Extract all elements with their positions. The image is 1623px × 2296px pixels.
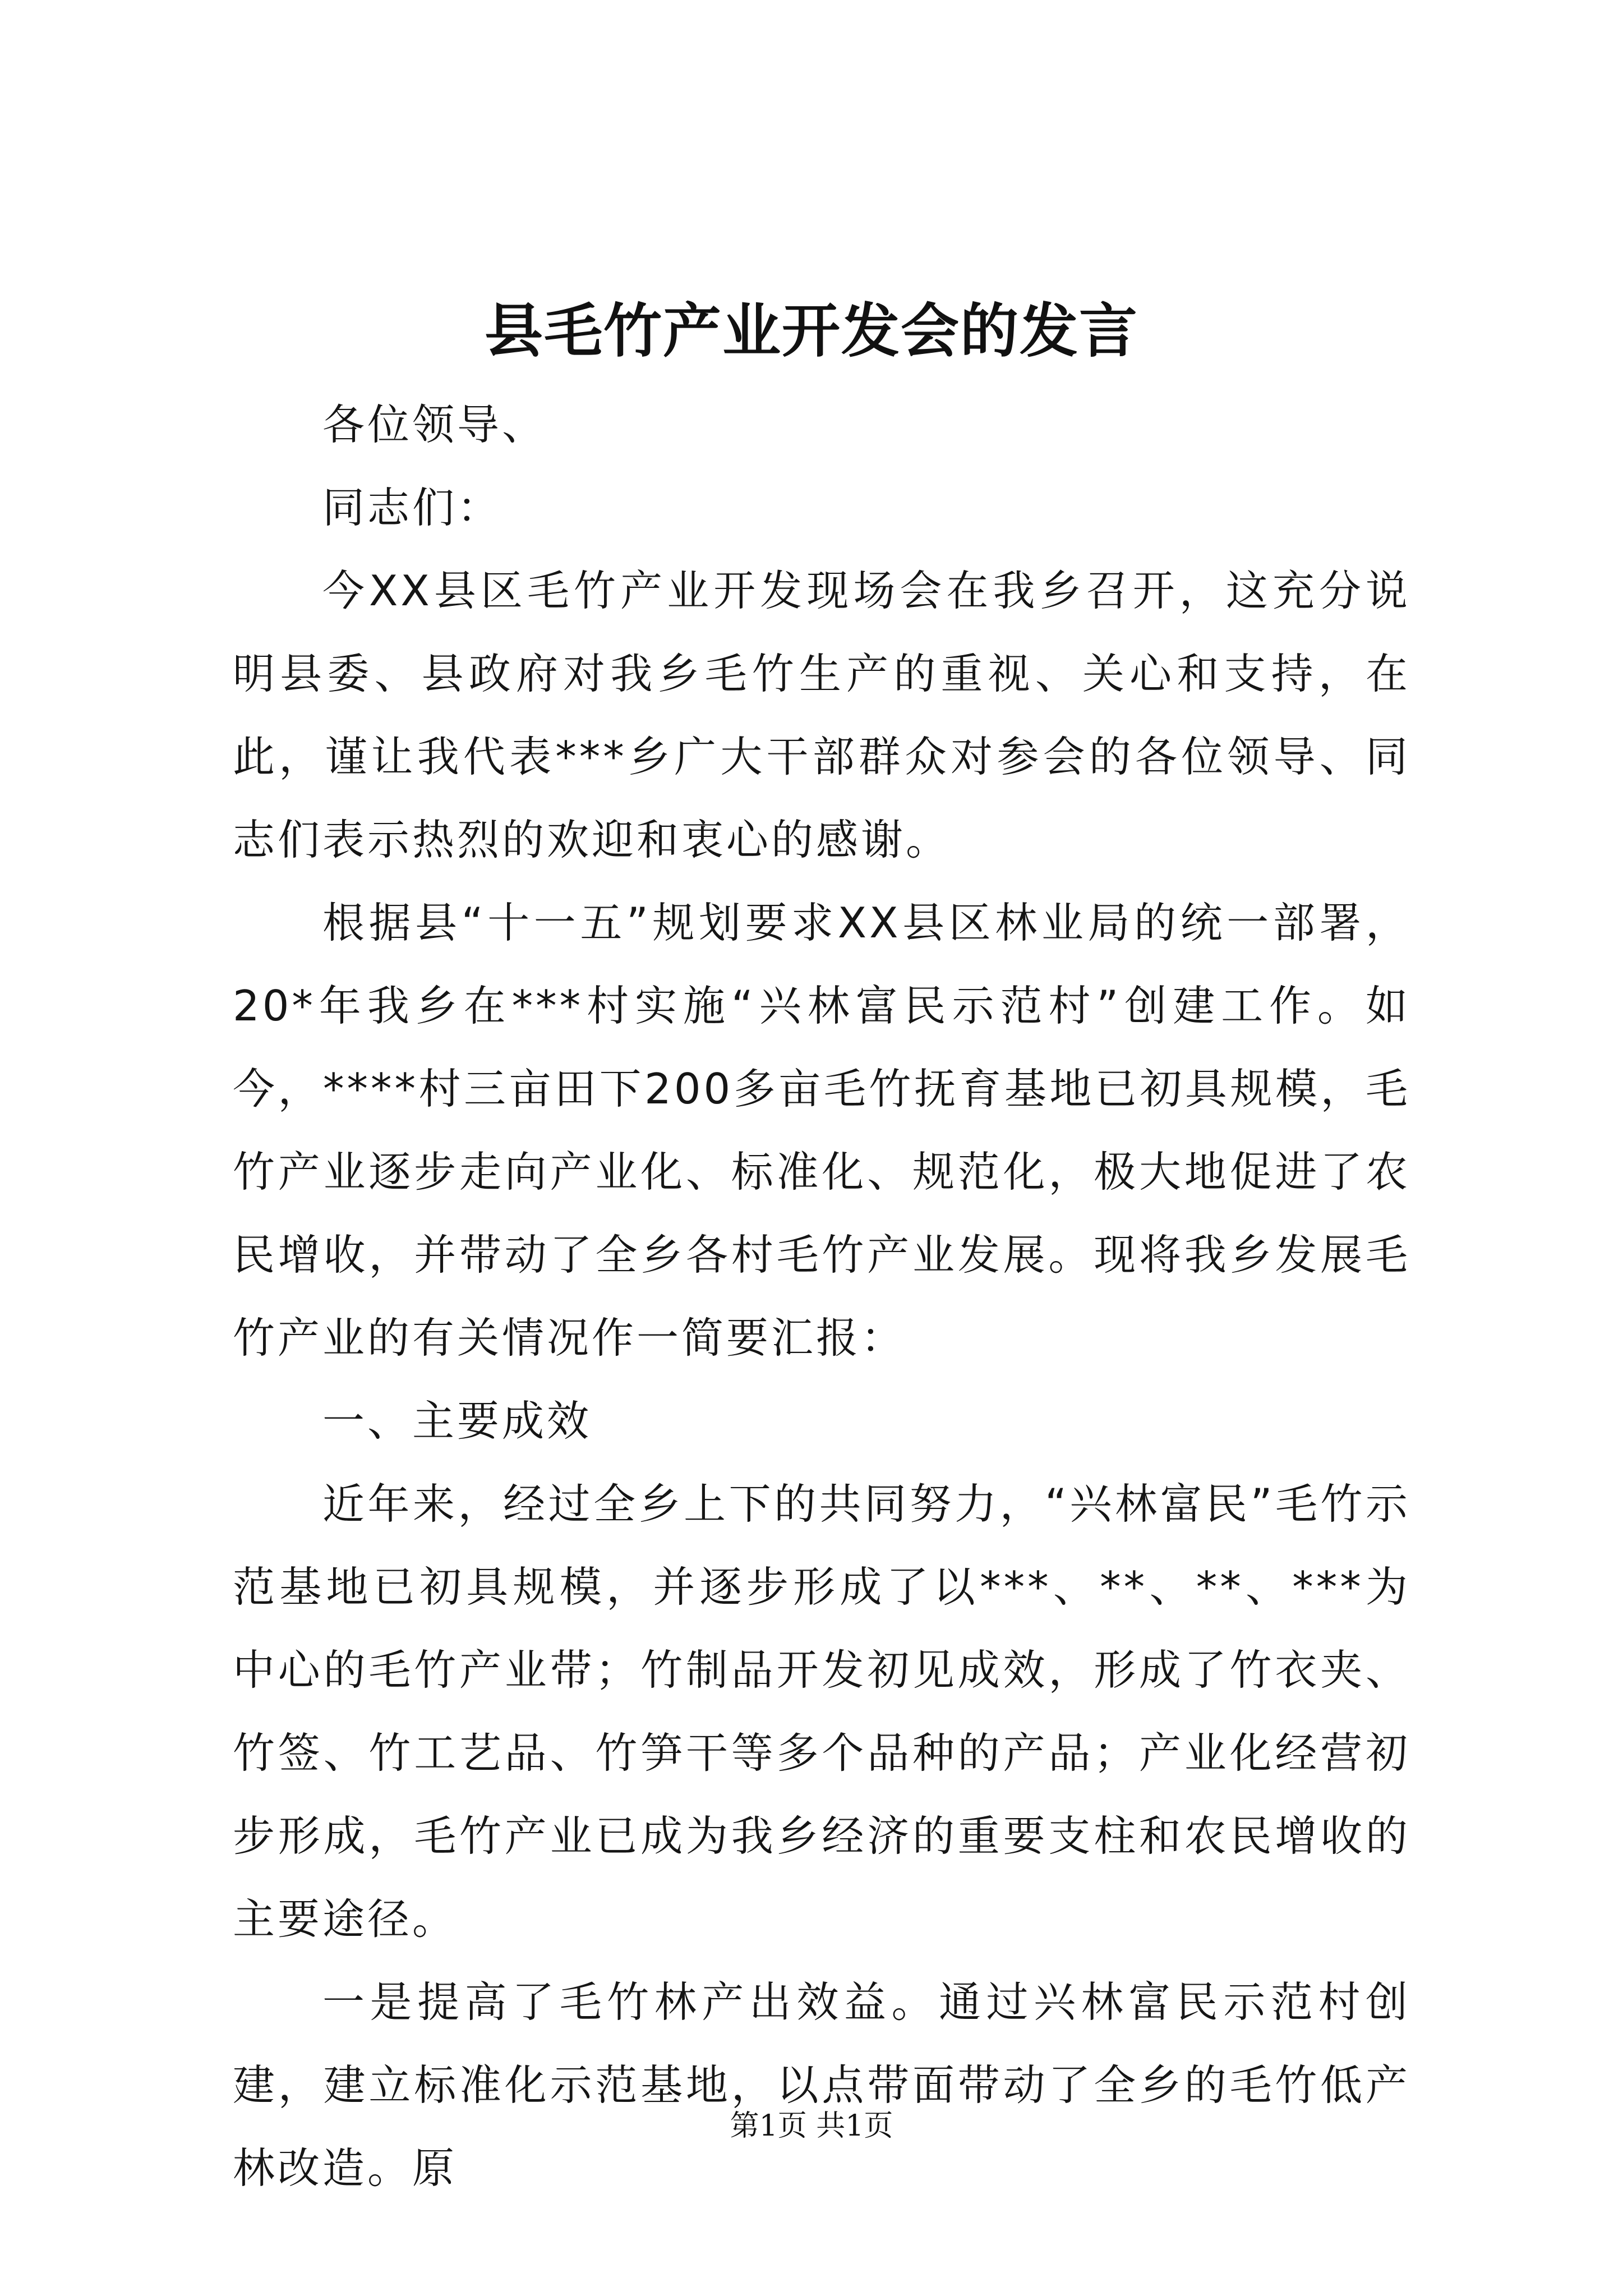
paragraph-welcome: 今XX县区毛竹产业开发现场会在我乡召开，这充分说明县委、县政府对我乡毛竹生产的重视、关心和支持，在此，谨让我代表***乡广大干部群众对参会的各位领导、同志们表示热烈的欢迎和衷心的感谢。	[233, 566, 1410, 864]
document-title: 县毛竹产业开发会的发言	[484, 296, 1138, 365]
salutation-line-1: 各位领导、	[322, 400, 547, 449]
paragraph-background: 根据县“十一五”规划要求XX县区林业局的统一部署，20*年我乡在***村实施“兴林富民示范村”创建工作。如今，****村三亩田下200多亩毛竹抚育基地已初具规模，毛竹产业逐步走向产业化、标准化、规范化，极大地促进了农民增收，并带动了全乡各村毛竹产业发展。现将我乡发展毛竹产业的有关情况作一简要汇报：	[233, 898, 1410, 1363]
salutation-line-2: 同志们：	[322, 483, 502, 532]
document-body	[233, 383, 1410, 2210]
paragraph-results-point-1: 一是提高了毛竹林产出效益。通过兴林富民示范村创建，建立标准化示范基地，以点带面带动了全乡的毛竹低产林改造。原	[233, 1977, 1410, 2193]
paragraph-results-summary: 近年来，经过全乡上下的共同努力，“兴林富民”毛竹示范基地已初具规模，并逐步形成了以***、**、**、***为中心的毛竹产业带；竹制品开发初见成效，形成了竹衣夹、竹签、竹工艺品、竹笋干等多个品种的产品；产业化经营初步形成，毛竹产业已成为我乡经济的重要支柱和农民增收的主要途径。	[233, 1479, 1410, 1944]
section-heading-main-results: 一、主要成效	[322, 1396, 592, 1446]
page-number-footer: 第1页 共1页	[730, 2109, 893, 2143]
